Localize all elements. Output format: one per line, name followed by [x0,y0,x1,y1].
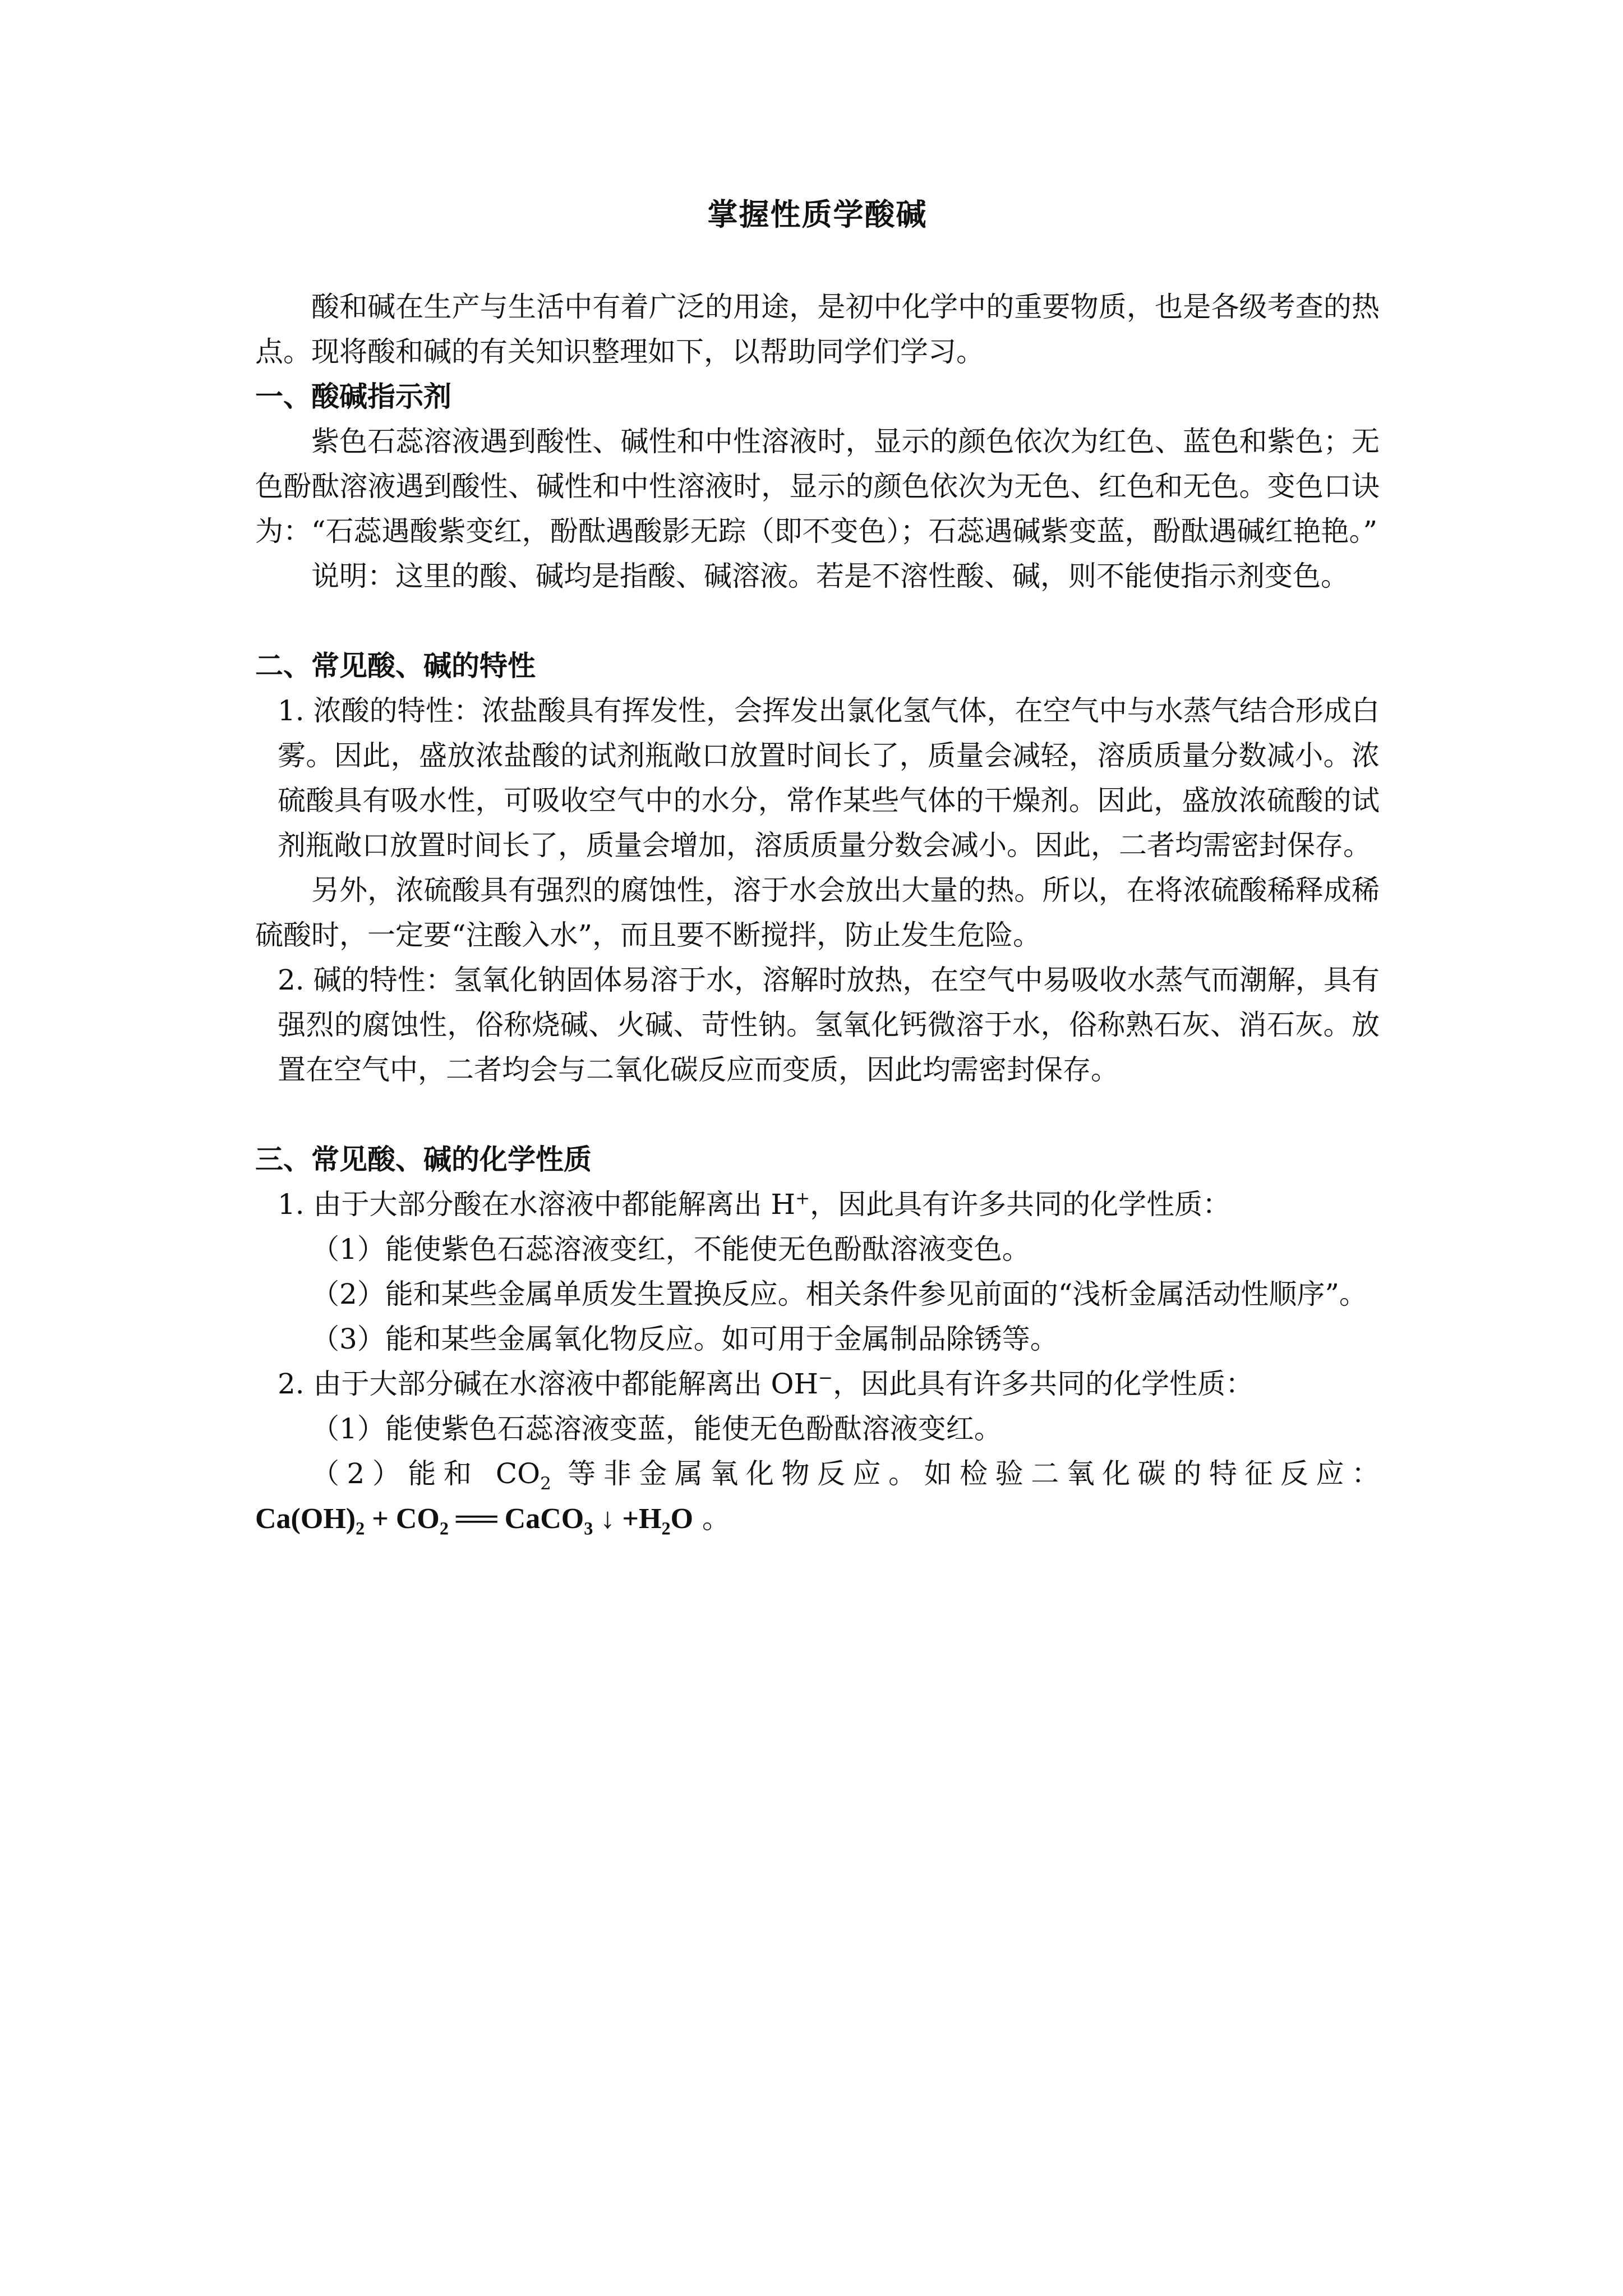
base-item-1: （1）能使紫色石蕊溶液变蓝，能使无色酚酞溶液变红。 [311,1412,1002,1445]
spacer [255,599,1380,643]
acid-properties-paragraph: 1. 浓酸的特性：浓盐酸具有挥发性，会挥发出氯化氢气体，在空气中与水蒸气结合形成白雾。因此，盛放浓盐酸的试剂瓶敞口放置时间长了，质量会减轻，溶质质量分数减小。浓硫酸具有吸水性，可吸收空气中的水分，常作某些气体的干燥剂。因此，盛放浓硫酸的试剂瓶敞口放置时间长了，质量会增加，溶质质量分数会减小。因此，二者均需密封保存。 [278,694,1380,862]
acid-intro: 1. 由于大部分酸在水溶液中都能解离出 H+，因此具有许多共同的化学性质： [278,1188,1231,1221]
intro-paragraph: 酸和碱在生产与生活中有着广泛的用途，是初中化学中的重要物质，也是各级考查的热点。现将酸和碱的有关知识整理如下，以帮助同学们学习。 [255,291,1380,368]
acid-item-1: （1）能使紫色石蕊溶液变红，不能使无色酚酞溶液变色。 [311,1233,1030,1266]
spacer [255,1092,1380,1137]
document-page [255,191,1380,1542]
ion-charge: − [818,1368,833,1388]
acid-item-2: （2）能和某些金属单质发生置换反应。相关条件参见前面的“浅析金属活动性顺序”。 [311,1278,1367,1310]
base-item-2: （2）能和 $CO_2$ 等非金属氧化物反应。如检验二氧化碳的特征反应： [311,1457,1380,1494]
section-heading-chemical-properties: 三、常见酸、碱的化学性质 [255,1143,592,1176]
base-intro: 2. 由于大部分碱在水溶液中都能解离出 OH−，因此具有许多共同的化学性质： [278,1368,1254,1400]
chemical-equation: $Ca(OH)_2 + CO_2$ ══ CaCO$_3$ ↓ $+H_2O$ 。 [255,1502,730,1539]
sulfuric-acid-dilution-paragraph: 另外，浓硫酸具有强烈的腐蚀性，溶于水会放出大量的热。所以，在将浓硫酸稀释成稀硫酸时，一定要“注酸入水”，而且要不断搅拌，防止发生危险。 [255,874,1380,951]
acid-item-3: （3）能和某些金属氧化物反应。如可用于金属制品除锈等。 [311,1323,1058,1355]
indicators-paragraph: 紫色石蕊溶液遇到酸性、碱性和中性溶液时，显示的颜色依次为红色、蓝色和紫色；无色酚酞溶液遇到酸性、碱性和中性溶液时，显示的颜色依次为无色、红色和无色。变色口诀为：“石蕊遇酸紫变红，酚酞遇酸影无踪（即不变色）；石蕊遇碱紫变蓝，酚酞遇碱红艳艳。” [255,425,1380,547]
document-title: 掌握性质学酸碱 [707,196,928,232]
indicators-note: 说明：这里的酸、碱均是指酸、碱溶液。若是不溶性酸、碱，则不能使指示剂变色。 [311,560,1349,592]
section-heading-indicators: 一、酸碱指示剂 [255,380,451,413]
ion-charge: + [795,1188,810,1209]
base-properties-paragraph: 2. 碱的特性：氢氧化钠固体易溶于水，溶解时放热，在空气中易吸收水蒸气而潮解，具有强烈的腐蚀性，俗称烧碱、火碱、苛性钠。氢氧化钙微溶于水，俗称熟石灰、消石灰。放置在空气中，二者均会与二氧化碳反应而变质，因此均需密封保存。 [278,964,1380,1086]
section-heading-properties: 二、常见酸、碱的特性 [255,649,536,682]
